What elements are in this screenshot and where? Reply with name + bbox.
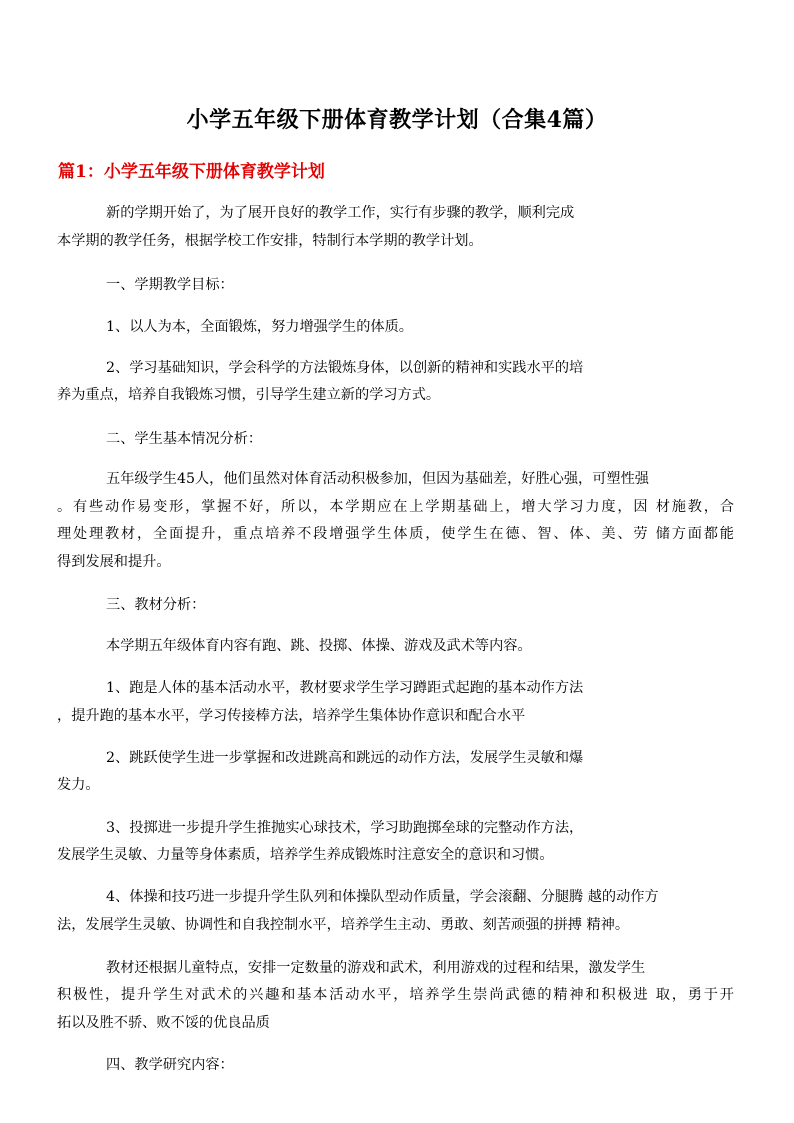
paragraph-line: 五年级学生45人，他们虽然对体育活动积极参加，但因为基础差，好胜心强，可塑性强	[106, 471, 649, 487]
paragraph-line: 发力。	[57, 777, 100, 793]
section-heading: 篇1：小学五年级下册体育教学计划	[58, 162, 325, 182]
paragraph-line: 养为重点，培养自我锻炼习惯，引导学生建立新的学习方式。	[57, 387, 441, 403]
document-title: 小学五年级下册体育教学计划（合集4篇）	[186, 107, 608, 133]
paragraph-line: 法，发展学生灵敏、协调性和自我控制水平，培养学生主动、勇敢、刻苦顽强的拼搏 精神。	[57, 917, 630, 933]
paragraph-line: 发展学生灵敏、力量等身体素质，培养学生养成锻炼时注意安全的意识和习惯。	[57, 847, 554, 863]
section-label: 一、学期教学目标：	[106, 277, 234, 293]
paragraph-line: 理处理教材，全面提升，重点培养不段增强学生体质，使学生在德、智、体、美、劳 储方面都能	[57, 526, 734, 542]
paragraph-line: 本学期五年级体育内容有跑、跳、投掷、体操、游戏及武术等内容。	[106, 638, 532, 654]
paragraph-line: 1、以人为本，全面锻炼，努力增强学生的体质。	[106, 319, 413, 335]
paragraph-line: 得到发展和提升。	[57, 554, 171, 570]
section-label: 四、教学研究内容：	[106, 1057, 234, 1073]
paragraph-line: 3、投掷进一步提升学生推抛实心球技术，学习助跑掷垒球的完整动作方法，	[106, 820, 584, 836]
paragraph-line: 积极性，提升学生对武术的兴趣和基本活动水平，培养学生崇尚武德的精神和积极进 取，勇于开	[57, 987, 734, 1003]
paragraph-line: 4、体操和技巧进一步提升学生队列和体操队型动作质量，学会滚翻、分腿腾 越的动作方	[106, 889, 659, 905]
paragraph-line: 2、跳跃使学生进一步掌握和改进跳高和跳远的动作方法，发展学生灵敏和爆	[106, 750, 584, 766]
paragraph-line: 新的学期开始了，为了展开良好的教学工作，实行有步骤的教学，顺利完成	[106, 205, 575, 221]
paragraph-line: 拓以及胜不骄、败不馁的优良品质	[57, 1015, 270, 1031]
section-label: 二、学生基本情况分析：	[106, 431, 263, 447]
paragraph-line: 教材还根据儿童特点，安排一定数量的游戏和武术，利用游戏的过程和结果，激发学生	[106, 960, 646, 976]
paragraph-line: ，提升跑的基本水平，学习传接棒方法，培养学生集体协作意识和配合水平	[57, 708, 526, 724]
paragraph-line: 本学期的教学任务，根据学校工作安排，特制行本学期的教学计划。	[57, 233, 483, 249]
paragraph-line: 。有些动作易变形，掌握不好，所以，本学期应在上学期基础上，增大学习力度，因 材施教，合	[57, 499, 734, 515]
paragraph-line: 2、学习基础知识，学会科学的方法锻炼身体，以创新的精神和实践水平的培	[106, 360, 584, 376]
section-label: 三、教材分析：	[106, 597, 206, 613]
paragraph-line: 1、跑是人体的基本活动水平，教材要求学生学习蹲距式起跑的基本动作方法	[106, 680, 584, 696]
